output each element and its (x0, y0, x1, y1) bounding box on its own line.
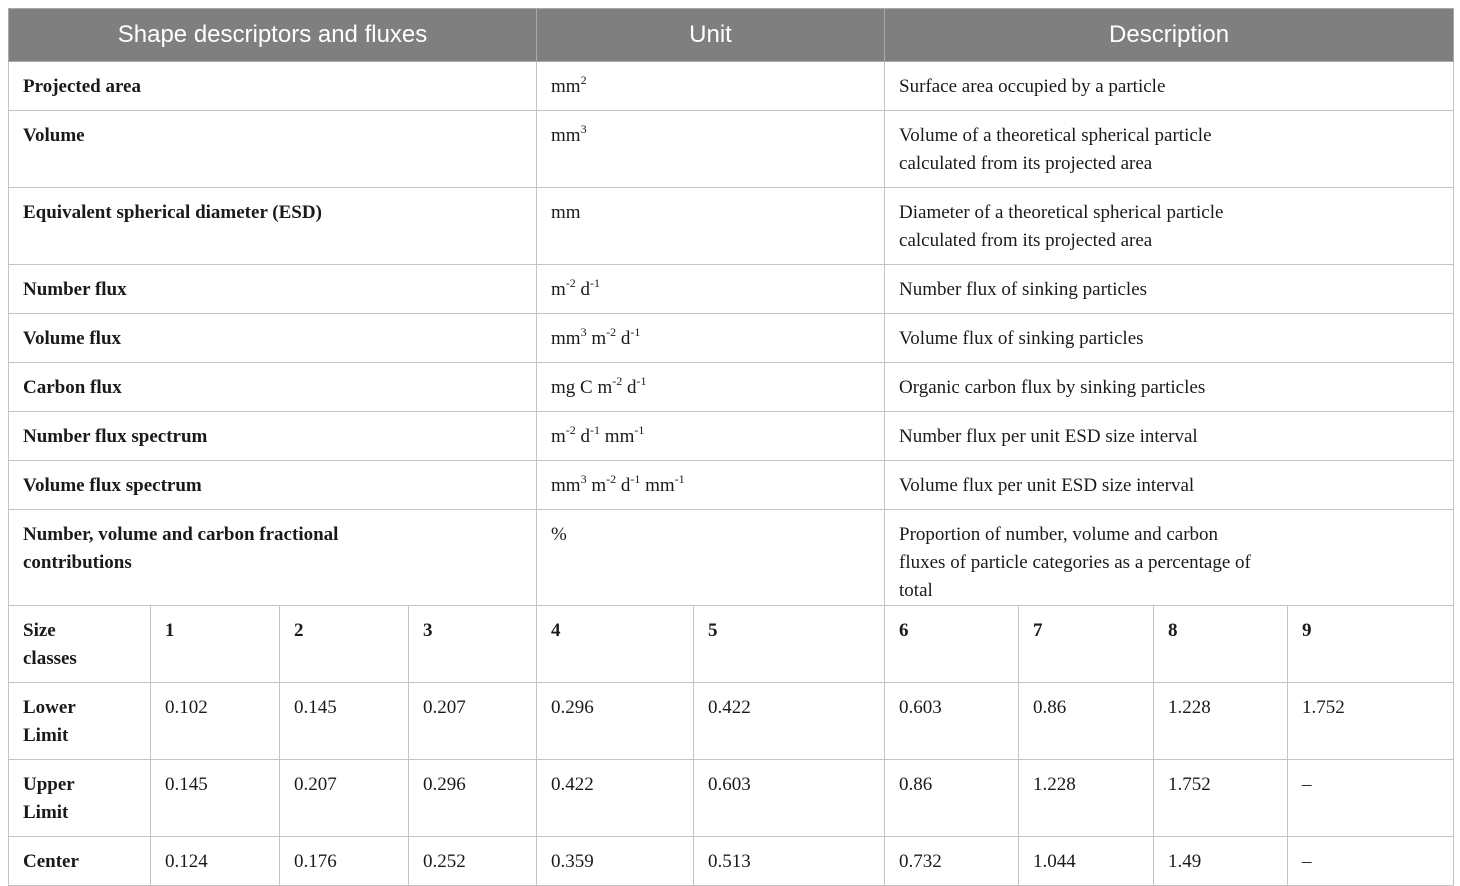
size-class-cell: 0.86 (885, 760, 1019, 837)
size-class-cell: 0.207 (409, 683, 537, 760)
size-class-cell: 0.422 (537, 760, 694, 837)
descriptor-row (9, 461, 1454, 510)
descriptor-name: Volume flux (9, 314, 537, 363)
header-shape-descriptors: Shape descriptors and fluxes (9, 9, 537, 62)
size-class-cell: 1.228 (1154, 683, 1288, 760)
size-class-cell: 9 (1288, 606, 1454, 683)
table-header-row (9, 9, 1454, 62)
size-class-cell: 1.044 (1019, 837, 1154, 886)
size-class-label: Center (9, 837, 151, 886)
size-class-cell: 0.603 (694, 760, 885, 837)
size-class-row (9, 683, 1454, 760)
size-class-cell: 5 (694, 606, 885, 683)
descriptor-unit: $mm^3$ $m^{-2}$ $d^{-1}$ (537, 314, 885, 363)
descriptor-row (9, 412, 1454, 461)
size-class-cell: 0.176 (280, 837, 409, 886)
size-class-cell: 0.732 (885, 837, 1019, 886)
size-class-cell: 0.145 (151, 760, 280, 837)
size-class-cell: 8 (1154, 606, 1288, 683)
size-class-cell: 1 (151, 606, 280, 683)
descriptor-description: Volume flux per unit ESD size interval (885, 461, 1454, 510)
size-class-row (9, 760, 1454, 837)
descriptor-unit: $mm^3$ $m^{-2}$ $d^{-1}$ $mm^{-1}$ (537, 461, 885, 510)
size-class-cell: 1.49 (1154, 837, 1288, 886)
descriptor-name: Equivalent spherical diameter (ESD) (9, 188, 537, 265)
descriptor-unit: $mm^3$ (537, 111, 885, 188)
size-class-cell: 2 (280, 606, 409, 683)
descriptor-description: Volume of a theoretical spherical particle calculated from its projected area (885, 111, 1454, 188)
size-class-cell: 0.86 (1019, 683, 1154, 760)
descriptor-name: Number flux spectrum (9, 412, 537, 461)
descriptor-row (9, 62, 1454, 111)
descriptor-unit: mm (537, 188, 885, 265)
descriptor-row (9, 314, 1454, 363)
descriptor-unit: mg C $m^{-2}$ $d^{-1}$ (537, 363, 885, 412)
size-class-cell: 4 (537, 606, 694, 683)
descriptor-unit: $mm^2$ (537, 62, 885, 111)
header-description: Description (885, 9, 1454, 62)
descriptor-unit: % (537, 510, 885, 606)
descriptor-description: Volume flux of sinking particles (885, 314, 1454, 363)
descriptor-row (9, 111, 1454, 188)
size-class-cell: 0.603 (885, 683, 1019, 760)
size-class-cell: 0.296 (409, 760, 537, 837)
size-class-label: Lower Limit (9, 683, 151, 760)
size-class-cell: 7 (1019, 606, 1154, 683)
size-class-cell: 0.252 (409, 837, 537, 886)
size-class-row (9, 837, 1454, 886)
size-class-cell: 1.752 (1154, 760, 1288, 837)
shape-descriptors-table (8, 8, 1454, 886)
descriptor-description: Number flux of sinking particles (885, 265, 1454, 314)
descriptor-name: Volume flux spectrum (9, 461, 537, 510)
descriptor-description: Number flux per unit ESD size interval (885, 412, 1454, 461)
descriptor-name: Number, volume and carbon fractional contributions (9, 510, 537, 606)
size-class-cell: 0.207 (280, 760, 409, 837)
descriptor-unit: $m^{-2}$ $d^{-1}$ $mm^{-1}$ (537, 412, 885, 461)
size-class-cell: 6 (885, 606, 1019, 683)
size-class-row (9, 606, 1454, 683)
descriptor-unit: $m^{-2}$ $d^{-1}$ (537, 265, 885, 314)
size-class-cell: 0.145 (280, 683, 409, 760)
descriptor-description: Organic carbon flux by sinking particles (885, 363, 1454, 412)
descriptor-name: Projected area (9, 62, 537, 111)
descriptor-description: Diameter of a theoretical spherical particle calculated from its projected area (885, 188, 1454, 265)
size-class-cell: 0.102 (151, 683, 280, 760)
size-class-label: Size classes (9, 606, 151, 683)
descriptor-name: Number flux (9, 265, 537, 314)
descriptor-name: Carbon flux (9, 363, 537, 412)
size-class-cell: 0.422 (694, 683, 885, 760)
size-class-cell: 0.124 (151, 837, 280, 886)
size-class-label: Upper Limit (9, 760, 151, 837)
descriptor-description: Surface area occupied by a particle (885, 62, 1454, 111)
size-class-cell: 1.228 (1019, 760, 1154, 837)
size-class-cell: 3 (409, 606, 537, 683)
size-class-cell: 1.752 (1288, 683, 1454, 760)
header-unit: Unit (537, 9, 885, 62)
descriptor-row (9, 510, 1454, 606)
descriptor-name: Volume (9, 111, 537, 188)
size-class-cell: 0.513 (694, 837, 885, 886)
size-class-cell: 0.359 (537, 837, 694, 886)
descriptor-description: Proportion of number, volume and carbon fluxes of particle categories as a percentage of total (885, 510, 1454, 606)
descriptor-row (9, 265, 1454, 314)
descriptor-row (9, 363, 1454, 412)
descriptor-row (9, 188, 1454, 265)
size-class-cell: 0.296 (537, 683, 694, 760)
size-class-cell: – (1288, 837, 1454, 886)
size-class-cell: – (1288, 760, 1454, 837)
